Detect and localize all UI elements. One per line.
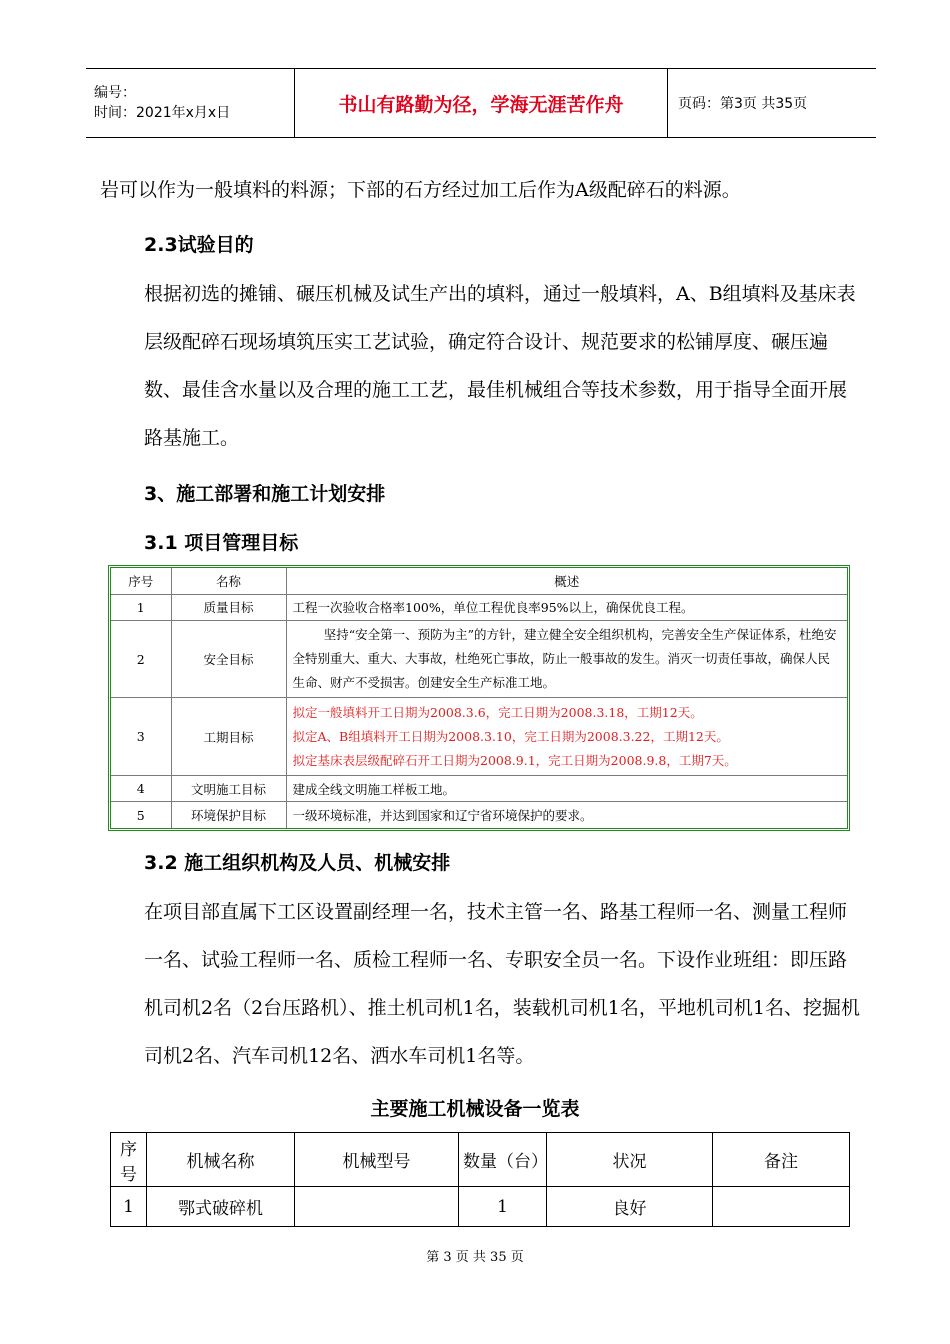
time-label: 时间：2021年x月x日 — [94, 105, 231, 121]
eq-header-status: 状况 — [547, 1133, 713, 1187]
goals-table-frame — [108, 565, 850, 831]
goals-table-header — [111, 568, 847, 594]
goals-header-desc: 概述 — [286, 568, 847, 594]
row-no: 1 — [111, 594, 171, 620]
row-name: 文明施工目标 — [171, 776, 286, 802]
heading-3: 3、施工部署和施工计划安排 — [144, 483, 386, 505]
row-desc: 坚持“安全第一、预防为主”的方针，建立健全安全组织机构，完善安全生产保证体系，杜绝安全特别重大、重大、大事故，杜绝死亡事故，防止一般事故的发生。消灭一切责任事故，确保人民生命、财产不受损害。创建安全生产标准工地。 — [286, 620, 847, 698]
equipment-table-title: 主要施工机械设备一览表 — [370, 1098, 580, 1120]
table-row — [111, 594, 847, 620]
table-row — [111, 698, 847, 776]
eq-qty: 1 — [459, 1187, 547, 1227]
eq-header-remark: 备注 — [713, 1133, 850, 1187]
eq-model — [295, 1187, 459, 1227]
eq-remark — [713, 1187, 850, 1227]
number-label: 编号： — [94, 85, 136, 101]
row-desc: 一级环境标准，并达到国家和辽宁省环境保护的要求。 — [286, 802, 847, 828]
goals-table — [111, 568, 847, 828]
header-slogan: 书山有路勤为径，学海无涯苦作舟 — [295, 69, 668, 137]
row-no: 2 — [111, 620, 171, 698]
row-name: 环境保护目标 — [171, 802, 286, 828]
row-name: 工期目标 — [171, 698, 286, 776]
row-desc — [286, 698, 847, 776]
goals-header-no: 序号 — [111, 568, 171, 594]
heading-2-3: 2.3试验目的 — [144, 234, 254, 256]
row-no: 5 — [111, 802, 171, 828]
eq-header-qty: 数量（台） — [459, 1133, 547, 1187]
paragraph-2 — [100, 270, 860, 462]
paragraph-3-text: 在项目部直属下工区设置副经理一名，技术主管一名、路基工程师一名、测量工程师一名、试验工程师一名、质检工程师一名、专职安全员一名。下设作业班组：即压路机司机2名（2台压路机）、推土机司机1名，装载机司机1名，平地机司机1名、挖掘机司机2名、汽车司机12名、洒水车司机1名等。 — [144, 901, 860, 1067]
table-row — [111, 802, 847, 828]
schedule-line-3: 拟定基床表层级配碎石开工日期为2008.9.1，完工日期为2008.9.8，工期7天。 — [292, 752, 737, 768]
row-no: 4 — [111, 776, 171, 802]
table-row — [111, 776, 847, 802]
header-meta — [86, 69, 295, 137]
row-desc: 建成全线文明施工样板工地。 — [286, 776, 847, 802]
eq-status: 良好 — [547, 1187, 713, 1227]
paragraph-1 — [100, 166, 860, 214]
goals-header-name: 名称 — [171, 568, 286, 594]
heading-3-1: 3.1 项目管理目标 — [144, 532, 299, 554]
row-name: 安全目标 — [171, 620, 286, 698]
eq-header-no: 序号 — [111, 1133, 147, 1187]
header-page-info: 页码：第3页 共35页 — [678, 96, 808, 112]
schedule-line-2: 拟定A、B组填料开工日期为2008.3.10，完工日期为2008.3.22，工期12天。 — [292, 728, 729, 744]
paragraph-3 — [100, 888, 860, 1080]
eq-header-model: 机械型号 — [295, 1133, 459, 1187]
paragraph-1-text: 岩可以作为一般填料的料源；下部的石方经过加工后作为A级配碎石的料源。 — [100, 179, 741, 201]
table-row — [111, 620, 847, 698]
paragraph-2-text: 根据初选的摊铺、碾压机械及试生产出的填料，通过一般填料，A、B组填料及基床表层级配碎石现场填筑压实工艺试验，确定符合设计、规范要求的松铺厚度、碾压遍数、最佳含水量以及合理的施工工艺，最佳机械组合等技术参数，用于指导全面开展路基施工。 — [144, 283, 856, 449]
table-row — [111, 1187, 850, 1227]
schedule-line-1: 拟定一般填料开工日期为2008.3.6，完工日期为2008.3.18，工期12天。 — [292, 704, 703, 720]
page-footer: 第 3 页 共 35 页 — [426, 1250, 524, 1265]
eq-header-name: 机械名称 — [147, 1133, 295, 1187]
eq-no: 1 — [111, 1187, 147, 1227]
heading-3-2: 3.2 施工组织机构及人员、机械安排 — [144, 852, 451, 874]
row-desc: 工程一次验收合格率100%，单位工程优良率95%以上，确保优良工程。 — [286, 594, 847, 620]
equipment-table — [110, 1132, 850, 1227]
equipment-table-header — [111, 1133, 850, 1187]
row-no: 3 — [111, 698, 171, 776]
row-name: 质量目标 — [171, 594, 286, 620]
page-header — [86, 68, 876, 138]
eq-name: 鄂式破碎机 — [147, 1187, 295, 1227]
